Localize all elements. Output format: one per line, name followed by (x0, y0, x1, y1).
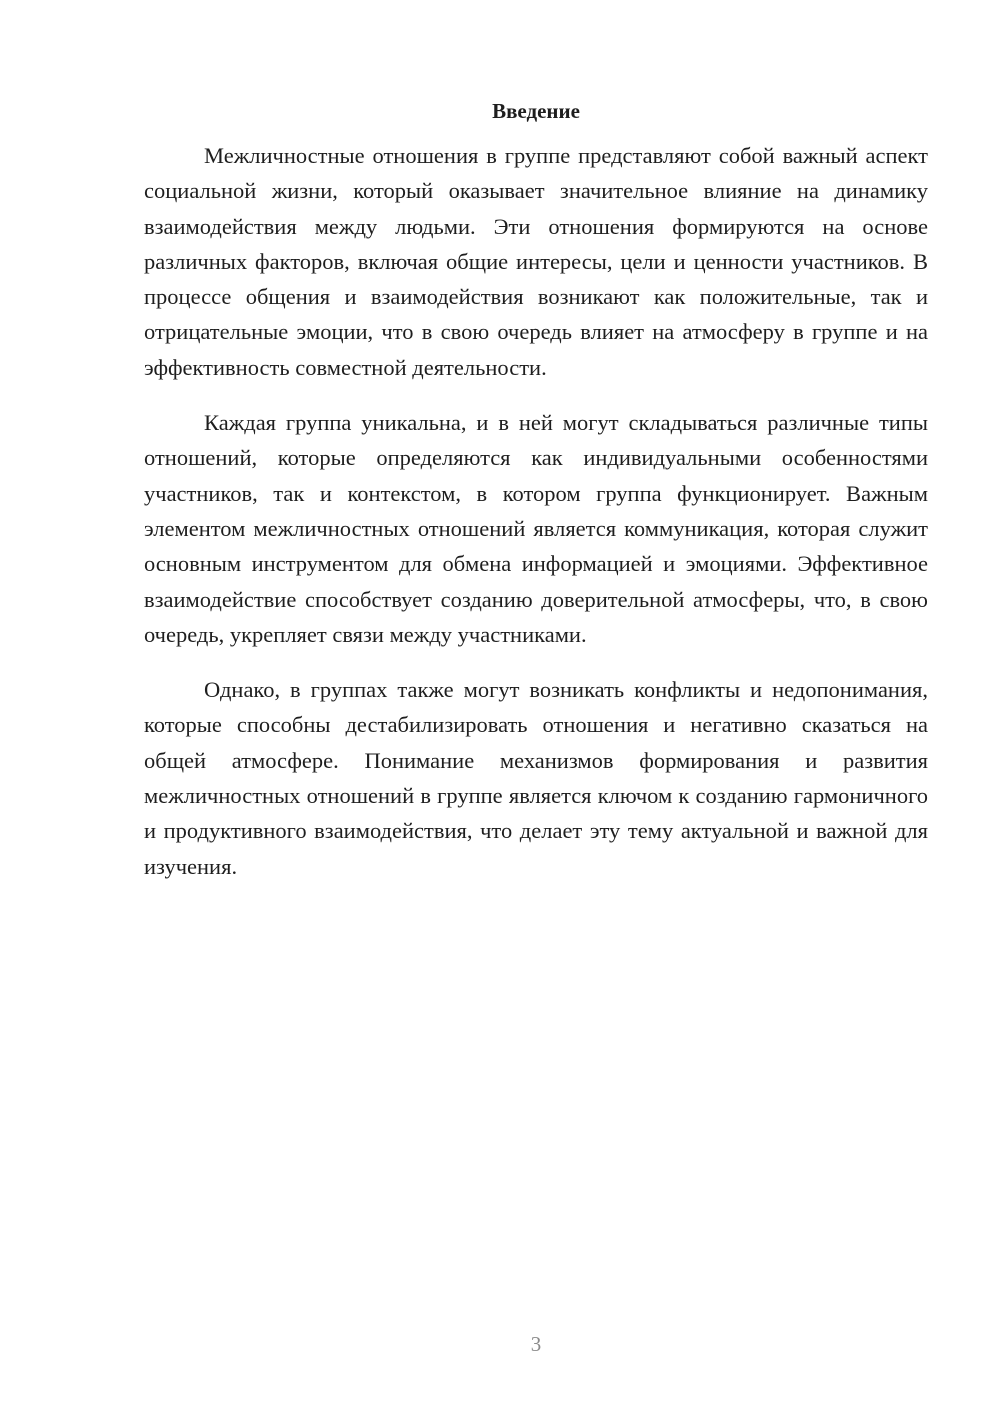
paragraph-1: Межличностные отношения в группе представляют собой важный аспект социальной жизни, который оказывает значительное влияние на динамику взаимодействия между людьми. Эти отношения формируются на основе различных факторов, включая общие интересы, цели и ценности участников. В процессе общения и взаимодействия возникают как положительные, так и отрицательные эмоции, что в свою очередь влияет на атмосферу в группе и на эффективность совместной деятельности. (144, 143, 928, 380)
document-body (144, 96, 928, 904)
paragraph-2: Каждая группа уникальна, и в ней могут складываться различные типы отношений, которые определяются как индивидуальными особенностями участников, так и контекстом, в котором группа функционирует. Важным элементом межличностных отношений является коммуникация, которая служит основным инструментом для обмена информацией и эмоциями. Эффективное взаимодействие способствует созданию доверительной атмосферы, что, в свою очередь, укрепляет связи между участниками. (144, 410, 928, 647)
page-number: 3 (530, 1332, 542, 1356)
paragraph-3: Однако, в группах также могут возникать конфликты и недопонимания, которые способны дестабилизировать отношения и негативно сказаться на общей атмосфере. Понимание механизмов формирования и развития межличностных отношений в группе является ключом к созданию гармоничного и продуктивного взаимодействия, что делает эту тему актуальной и важной для изучения. (144, 677, 928, 879)
section-heading: Введение (492, 99, 580, 123)
